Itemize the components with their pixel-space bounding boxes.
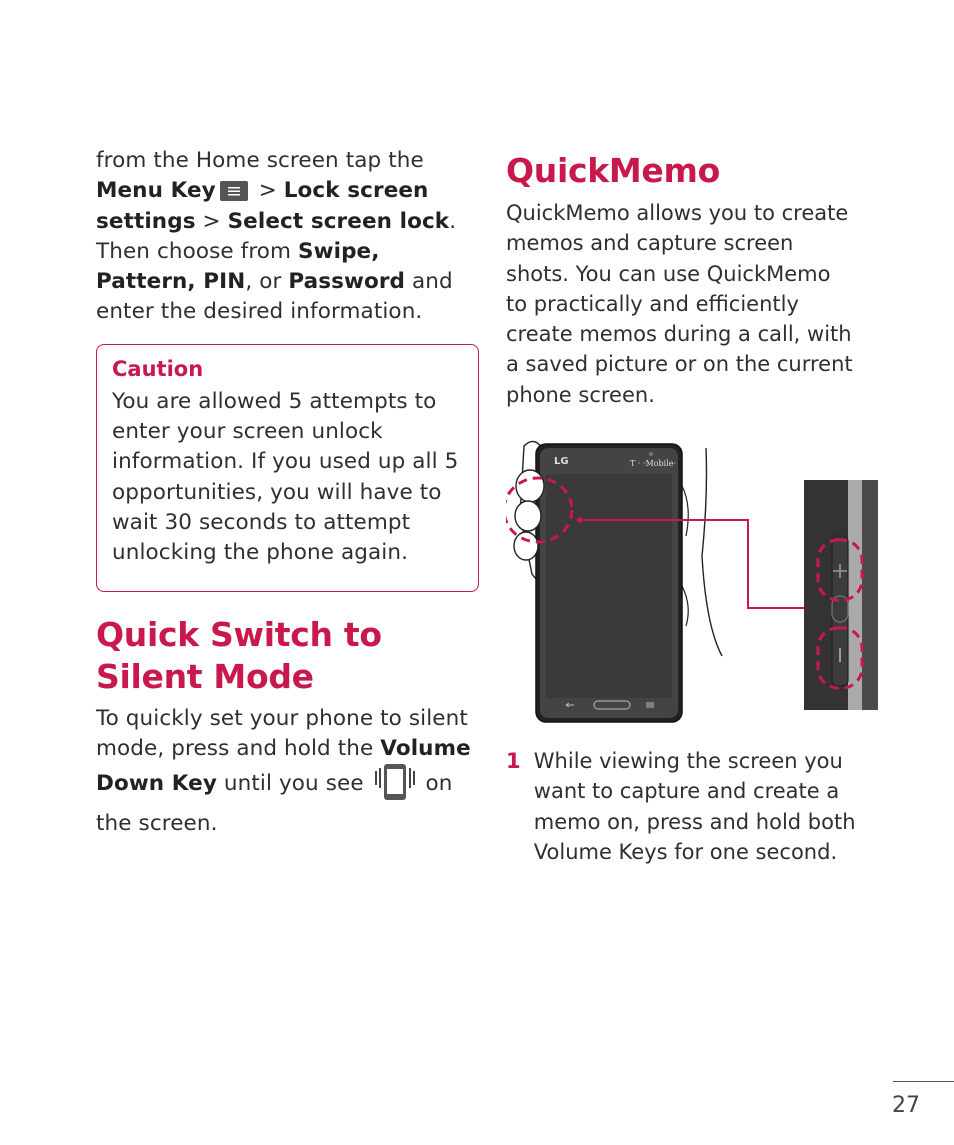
lock-screen-settings-label: Lock screen settings [96,178,429,234]
menu-key-label: Menu Key [96,178,216,204]
caution-text: You are allowed 5 attempts to enter your screen unlock information. If you used up all 5 opportunities, you will have to wait 30 seconds to attempt unlocking the phone again. [112,388,459,566]
menu-key-icon [220,181,248,201]
quickmemo-intro: QuickMemo allows you to create memos and capture screen shots. You can use QuickMemo to practically and efficiently create memos during a call, with a saved picture or on the current phone screen. [506,201,853,407]
quickmemo-phone-illustration [506,436,886,726]
silent-text-2: until you see [216,771,371,797]
step-text: While viewing the screen you want to capture and create a memo on, press and hold both Volume Keys for one second. [533,749,856,864]
phone-figure-svg [506,436,886,726]
footer-divider [893,1081,954,1082]
quickmemo-heading: QuickMemo [506,151,720,190]
caution-title: Caution [112,356,204,381]
select-screen-lock-label: Select screen lock [227,208,450,234]
intro-text-6: and enter the desired information. [96,269,453,325]
phone-screen [546,474,672,698]
password-label: Password [288,269,406,295]
intro-text-2: > [251,178,284,204]
intro-text-1: from the Home screen tap the [96,148,424,173]
caution-box [96,344,479,592]
vibrate-mode-icon [373,764,417,809]
silent-mode-heading: Quick Switch to Silent Mode [96,614,382,696]
step-item [506,746,886,867]
intro-text-5: , or [245,269,289,295]
intro-text-4: . Then choose from [96,208,457,264]
right-column [506,146,886,867]
volume-down-key-label: Volume Down Key [96,735,471,797]
intro-text-3: > [195,208,228,234]
phone-brand-text: LG [554,456,569,468]
step-number: 1 [506,749,521,774]
left-column [96,146,478,840]
page-number: 27 [892,1093,920,1118]
phone-carrier-text: T · ·Mobile· [630,459,677,469]
silent-text-1: To quickly set your phone to silent mode, press and hold the [96,705,468,761]
lock-intro-paragraph [96,146,478,328]
silent-text-3: on the screen. [96,771,453,837]
silent-mode-paragraph [96,704,478,840]
lock-options-label: Swipe, Pattern, PIN [96,238,380,295]
